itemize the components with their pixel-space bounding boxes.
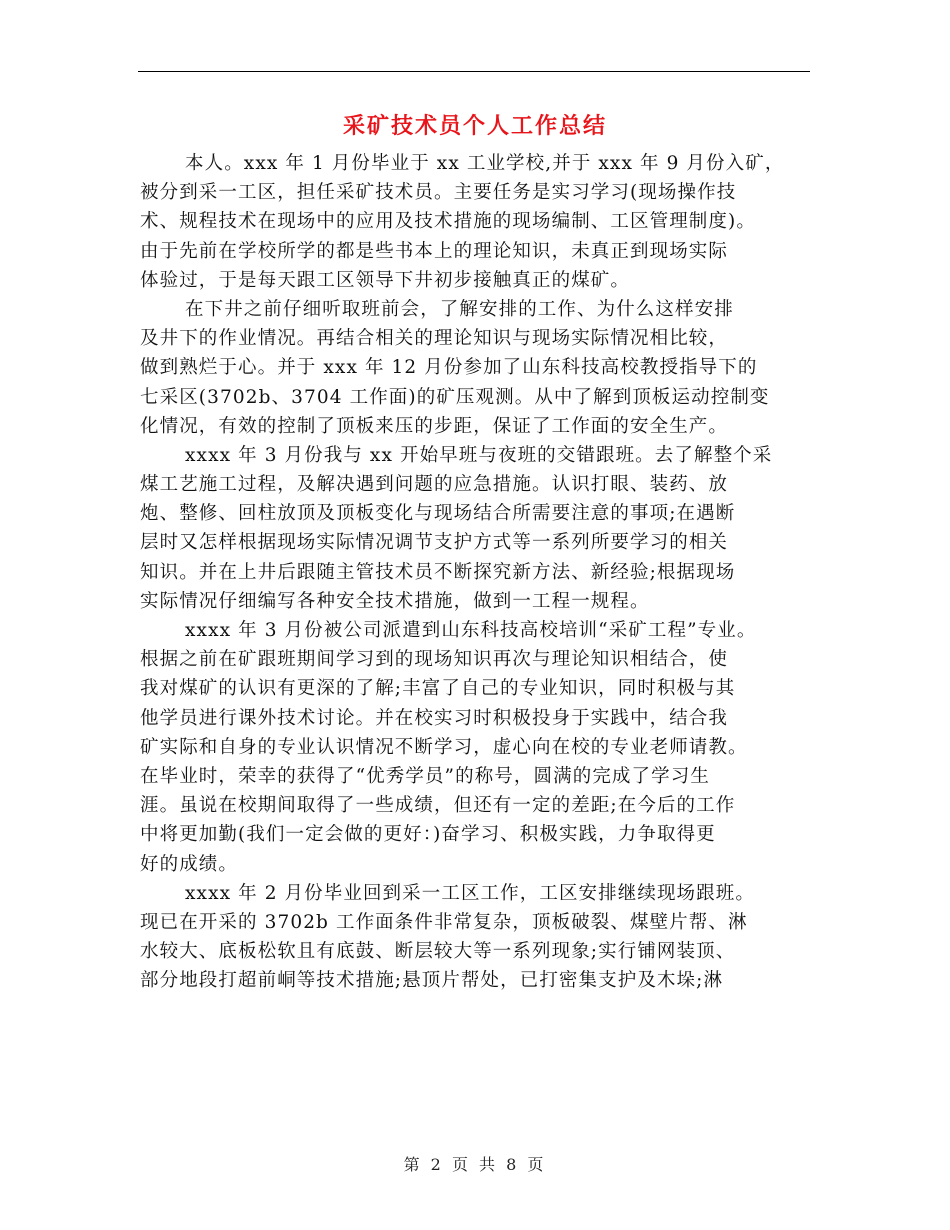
paragraph <box>140 616 812 879</box>
text-line: 七采区(3702b、3704 工作面)的矿压观测。从中了解到顶板运动控制变 <box>140 386 770 408</box>
text-line: 他学员进行课外技术讨论。并在校实习时积极投身于实践中，结合我 <box>140 707 729 729</box>
text-line: 中将更加勤(我们一定会做的更好：)奋学习、积极实践，力争取得更 <box>140 824 716 846</box>
text-line: 层时又怎样根据现场实际情况调节支护方式等一系列所要学习的相关 <box>140 532 729 554</box>
text-line: 在下井之前仔细听取班前会，了解安排的工作、为什么这样安排 <box>185 298 734 320</box>
text-line: 术、规程技术在现场中的应用及技术措施的现场编制、工区管理制度)。 <box>140 211 756 233</box>
paragraph <box>140 879 812 996</box>
paragraph <box>140 441 812 616</box>
text-line: 好的成绩。 <box>140 853 239 875</box>
text-line: 部分地段打超前峒等技术措施;悬顶片帮处，已打密集支护及木垛;淋 <box>140 970 724 992</box>
text-line: 由于先前在学校所学的都是些书本上的理论知识，未真正到现场实际 <box>140 240 729 262</box>
page-footer: 第 2 页 共 8 页 <box>403 1155 547 1174</box>
text-line: 现已在开采的 3702b 工作面条件非常复杂，顶板破裂、煤壁片帮、淋 <box>140 911 748 933</box>
text-line: 本人。xxx 年 1 月份毕业于 xx 工业学校,并于 xxx 年 9 月份入矿， <box>185 153 785 174</box>
text-line: 体验过，于是每天跟工区领导下井初步接触真正的煤矿。 <box>140 269 631 291</box>
text-line: 知识。并在上井后跟随主管技术员不断探究新方法、新经验;根据现场 <box>140 561 736 583</box>
text-line: 被分到采一工区，担任采矿技术员。主要任务是实习学习(现场操作技 <box>140 182 737 204</box>
text-line: 做到熟烂于心。并于 xxx 年 12 月份参加了山东科技高校教授指导下的 <box>140 357 758 379</box>
text-line: 及井下的作业情况。再结合相关的理论知识与现场实际情况相比较， <box>140 328 729 350</box>
text-line: 涯。虽说在校期间取得了一些成绩，但还有一定的差距;在今后的工作 <box>140 795 736 817</box>
paragraph <box>140 295 812 441</box>
text-line: 矿实际和自身的专业认识情况不断学习，虚心向在校的专业老师请教。 <box>140 736 748 758</box>
text-line: 水较大、底板松软且有底鼓、断层较大等一系列现象;实行铺网装顶、 <box>140 941 736 963</box>
text-line: 在毕业时，荣幸的获得了“优秀学员”的称号，圆满的完成了学习生 <box>140 765 710 787</box>
text-line: 实际情况仔细编写各种安全技术措施，做到一工程一规程。 <box>140 590 650 612</box>
text-line: 根据之前在矿跟班期间学习到的现场知识再次与理论知识相结合，使 <box>140 649 729 671</box>
text-line: 煤工艺施工过程，及解决遇到问题的应急措施。认识打眼、装药、放 <box>140 474 729 496</box>
text-line: xxxx 年 2 月份毕业回到采一工区工作，工区安排继续现场跟班。 <box>185 882 755 904</box>
document-body <box>140 149 812 995</box>
document-title: 采矿技术员个人工作总结 <box>342 113 607 139</box>
header-rule <box>138 71 810 72</box>
text-line: xxxx 年 3 月份我与 xx 开始早班与夜班的交错跟班。去了解整个采 <box>185 444 773 466</box>
paragraph <box>140 149 812 295</box>
text-line: 炮、整修、回柱放顶及顶板变化与现场结合所需要注意的事项;在遇断 <box>140 503 736 525</box>
text-line: 化情况，有效的控制了顶板来压的步距，保证了工作面的安全生产。 <box>140 415 729 437</box>
text-line: xxxx 年 3 月份被公司派遣到山东科技高校培训“采矿工程”专业。 <box>185 620 757 641</box>
text-line: 我对煤矿的认识有更深的了解;丰富了自己的专业知识，同时积极与其 <box>140 678 736 700</box>
